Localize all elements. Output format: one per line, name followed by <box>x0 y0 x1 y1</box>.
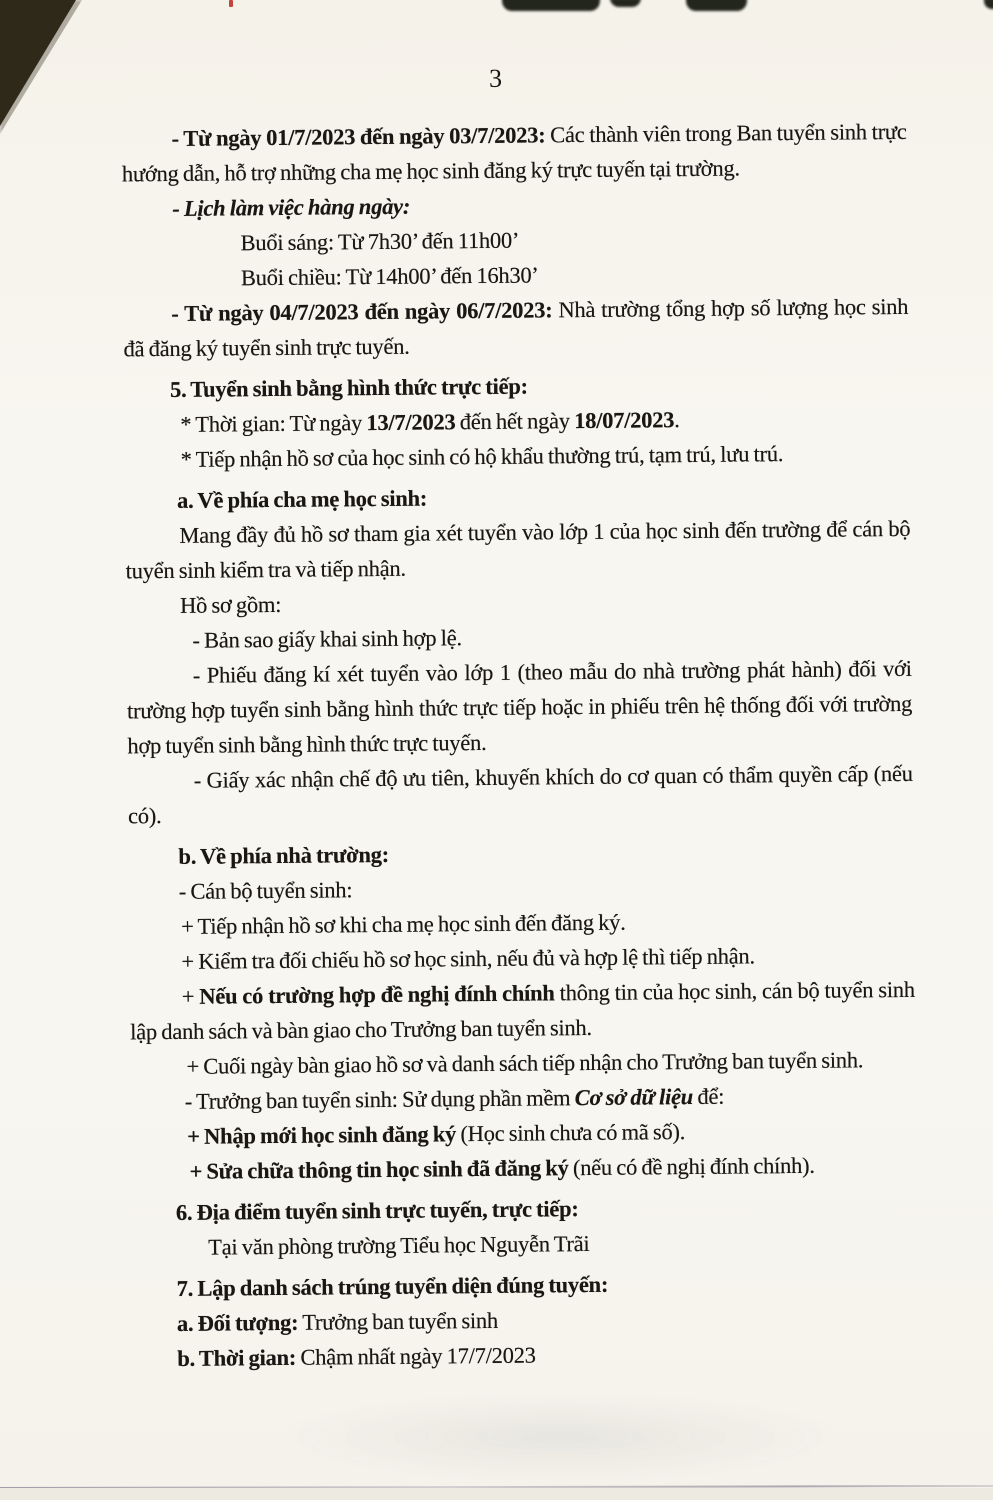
list-item <box>131 1147 916 1190</box>
text-run: + Cuối ngày bàn giao hồ sơ và danh sách tiếp nhận cho Trưởng ban tuyển sinh. <box>186 1047 864 1079</box>
document-body <box>121 114 918 1376</box>
text-run: - Phiếu đăng kí xét tuyển vào lớp 1 (theo mẫu do nhà trường phát hành) đối với trường hợp tuyển sinh bằng hình thức trực tiếp hoặc in phiếu trên hệ thống đối với trường hợp tuyển sinh bằng hình thức trực tuyến. <box>126 655 913 759</box>
list-item <box>127 651 913 764</box>
page-edge-line <box>0 1485 993 1489</box>
text-run: 5. Tuyển sinh bằng hình thức trực tiếp: <box>169 373 528 402</box>
text-run: a. Đối tượng: <box>176 1309 299 1336</box>
text-run: - Từ ngày 01/7/2023 đến ngày 03/7/2023: <box>171 122 546 151</box>
text-run: thông tin của học sinh, cán bộ tuyển sinh lập danh sách và bàn giao cho Trưởng ban tuyển sinh. <box>130 976 915 1045</box>
text-run: Mang đầy đủ hồ sơ tham gia xét tuyển vào lớp 1 của học sinh đến trường để cán bộ tuyển sinh kiểm tra và tiếp nhận. <box>125 515 911 584</box>
text-run: - Bản sao giấy khai sinh hợp lệ. <box>192 625 462 653</box>
text-run: 13/7/2023 <box>366 409 456 436</box>
paragraph <box>123 289 909 367</box>
text-run: - Trưởng ban tuyển sinh: Sử dụng phần mềm <box>184 1085 575 1114</box>
text-run: Nhà trường tổng hợp số lượng học sinh đã đăng ký tuyển sinh trực tuyến. <box>123 293 909 362</box>
text-run: Trưởng ban tuyển sinh <box>298 1307 499 1335</box>
text-run: Cơ sở dữ liệu <box>574 1083 694 1111</box>
text-run: 7. Lập danh sách trúng tuyển diện đúng tuyến: <box>176 1271 609 1301</box>
text-run: - Từ ngày 04/7/2023 đến ngày 06/7/2023: <box>171 297 553 326</box>
text-run: Nếu có trường hợp đề nghị đính chính <box>199 980 555 1009</box>
text-run: b. Thời gian: <box>177 1344 297 1371</box>
text-run: * Tiếp nhận hồ sơ của học sinh có hộ khẩu thường trú, tạm trú, lưu trú. <box>180 441 784 472</box>
paragraph <box>132 1223 917 1266</box>
text-run: - Lịch làm việc hàng ngày: <box>172 193 411 221</box>
text-run: đến hết ngày <box>455 408 575 435</box>
text-run: Hồ sơ gồm: <box>179 591 282 618</box>
text-run: + Tiếp nhận hồ sơ khi cha mẹ học sinh đến đăng ký. <box>181 909 626 939</box>
text-run: (Học sinh chưa có mã số). <box>455 1119 686 1147</box>
text-run: + Nhập mới học sinh đăng ký <box>187 1121 457 1149</box>
text-run: Buổi chiều: Từ 14h00’ đến 16h30’ <box>240 262 539 291</box>
text-run: b. Về phía nhà trường: <box>178 841 390 869</box>
text-run: . <box>674 407 680 433</box>
list-item <box>125 435 910 478</box>
label-line <box>133 1334 918 1377</box>
list-item <box>128 756 914 834</box>
text-run: a. Về phía cha mẹ học sinh: <box>176 485 428 513</box>
text-run: Buổi sáng: Từ 7h30’ đến 11h00’ <box>240 227 520 256</box>
text-run: - Cán bộ tuyển sinh: <box>178 877 353 904</box>
text-run: + Sửa chữa thông tin học sinh đã đăng ký <box>189 1155 569 1184</box>
text-run: 6. Địa điểm tuyển sinh trực tuyến, trực tiếp: <box>175 1196 579 1225</box>
text-run: để: <box>692 1083 725 1109</box>
text-run: - Giấy xác nhận chế độ ưu tiên, khuyến khích do cơ quan có thẩm quyền cấp (nếu có). <box>127 760 913 829</box>
text-run: Chậm nhất ngày 17/7/2023 <box>295 1342 536 1370</box>
text-run: * Thời gian: Từ ngày <box>180 410 367 437</box>
text-run: Các thành viên trong Ban tuyển sinh trực hướng dẫn, hỗ trợ những cha mẹ học sinh đăng ký trực tuyến tại trường. <box>121 118 907 187</box>
text-run: + Kiểm tra đối chiếu hồ sơ học sinh, nếu đủ và hợp lệ thì tiếp nhận. <box>181 943 755 974</box>
bleed-through-ghost-artifact <box>270 1392 850 1482</box>
text-run: 18/07/2023 <box>574 407 675 434</box>
text-run: Tại văn phòng trường Tiểu học Nguyễn Trãi <box>208 1230 590 1260</box>
page-number: 3 <box>488 63 503 93</box>
text-run: (nếu có đề nghị đính chính). <box>568 1152 815 1181</box>
page-bottom-edge <box>0 1488 993 1500</box>
paragraph <box>125 511 911 589</box>
text-run: + <box>181 983 200 1009</box>
paragraph <box>121 114 907 192</box>
list-item <box>130 972 916 1050</box>
